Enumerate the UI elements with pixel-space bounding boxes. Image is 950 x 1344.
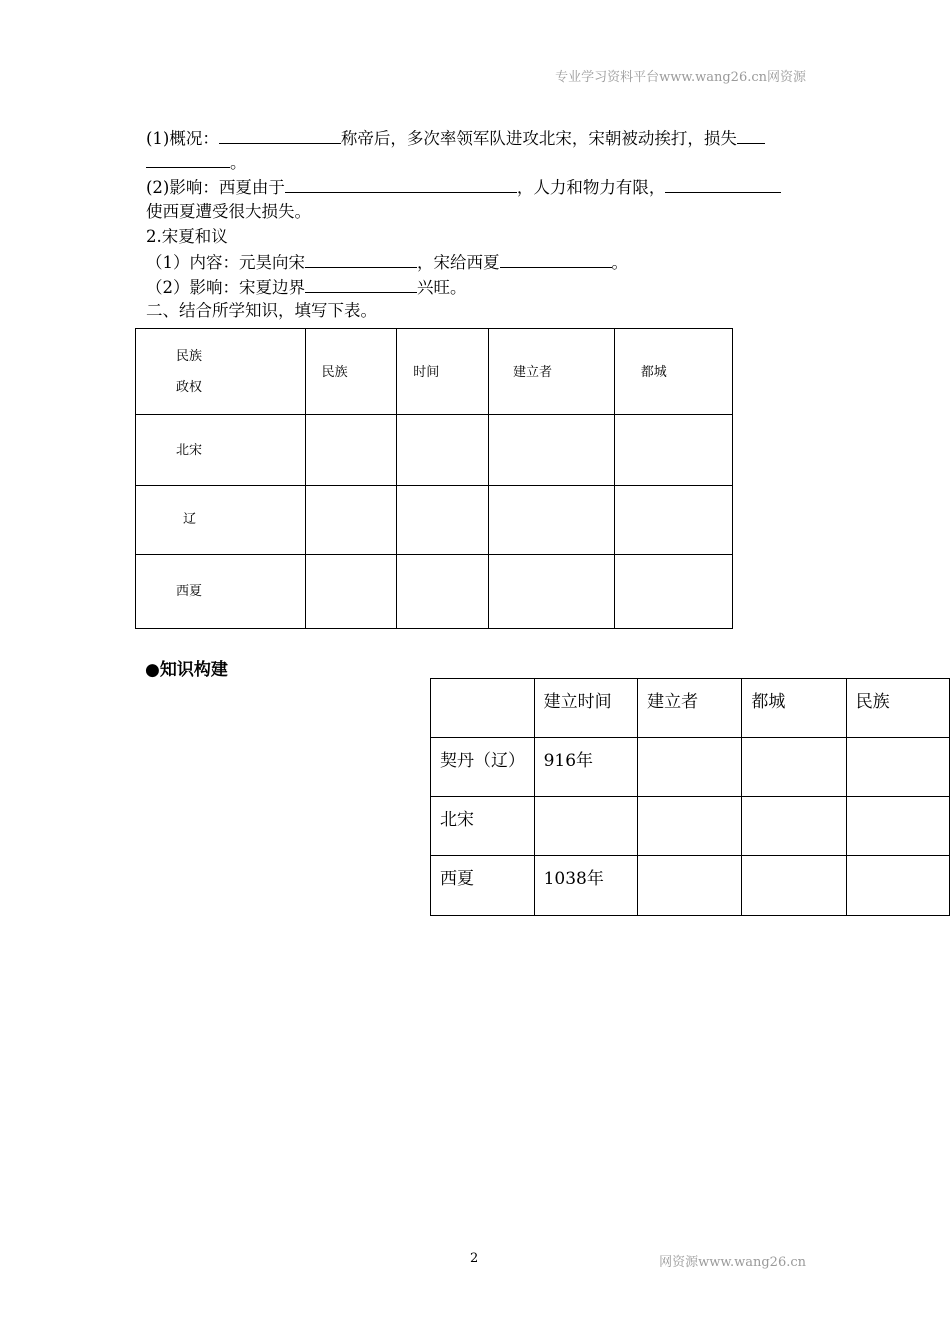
answer-cell[interactable]: [488, 486, 614, 555]
table-row: [136, 555, 733, 629]
header-cell: 民族: [846, 679, 949, 738]
page-number: 2: [470, 1251, 479, 1266]
row-label: 契丹（辽）: [431, 738, 535, 797]
answer-cell[interactable]: [742, 738, 846, 797]
text: (2)影响：西夏由于: [146, 178, 285, 197]
text: (1)概况：: [146, 129, 219, 148]
line-effect: [146, 276, 467, 299]
header-cell: 时间: [397, 329, 489, 415]
answer-cell[interactable]: [742, 856, 846, 916]
header-cell: [431, 679, 535, 738]
line-impact-cont: 使西夏遭受很大损失。: [146, 202, 311, 221]
answer-cell[interactable]: [614, 486, 732, 555]
table-cell: 916年: [534, 738, 638, 797]
corner-cell: [136, 329, 306, 415]
answer-cell[interactable]: [742, 797, 846, 856]
answer-cell[interactable]: [488, 415, 614, 486]
answer-cell[interactable]: [638, 797, 742, 856]
text: 兴旺。: [417, 278, 467, 297]
answer-cell[interactable]: [534, 797, 638, 856]
text: ，人力和物力有限，: [516, 178, 666, 197]
corner-top: 民族: [176, 349, 203, 364]
header-cell: 建立者: [638, 679, 742, 738]
header-cell: 民族: [305, 329, 397, 415]
header-cell: 都城: [742, 679, 846, 738]
knowledge-table: [430, 678, 950, 916]
text: （1）内容：元昊向宋: [146, 253, 305, 272]
answer-cell[interactable]: [397, 486, 489, 555]
table-row: [136, 415, 733, 486]
row-label: 西夏: [431, 856, 535, 916]
answer-cell[interactable]: [305, 555, 397, 629]
corner-bottom: 政权: [176, 380, 203, 395]
line-overview: [146, 127, 765, 150]
header-cell: 建立时间: [534, 679, 638, 738]
answer-cell[interactable]: [305, 486, 397, 555]
page-footer: 网资源www.wang26.cn: [659, 1255, 806, 1270]
text: ，宋给西夏: [417, 253, 500, 272]
answer-cell[interactable]: [397, 555, 489, 629]
row-label: 辽: [136, 486, 306, 555]
fill-blank[interactable]: [305, 251, 417, 268]
line-heading-2: 2.宋夏和议: [146, 227, 228, 246]
fill-blank[interactable]: [305, 276, 417, 293]
row-label: 北宋: [136, 415, 306, 486]
table-row: [431, 738, 950, 797]
text: 。: [230, 153, 247, 172]
header-cell: 建立者: [488, 329, 614, 415]
line-overview-cont: [146, 151, 247, 174]
answer-cell[interactable]: [846, 797, 949, 856]
answer-cell[interactable]: [846, 738, 949, 797]
answer-cell[interactable]: [488, 555, 614, 629]
fill-blank[interactable]: [146, 151, 230, 168]
section-title: ●知识构建: [145, 660, 228, 680]
table-row: [431, 797, 950, 856]
fill-blank[interactable]: [219, 127, 341, 144]
table-row: [431, 856, 950, 916]
answer-cell[interactable]: [638, 738, 742, 797]
answer-cell[interactable]: [397, 415, 489, 486]
page-header: 专业学习资料平台www.wang26.cn网资源: [555, 70, 806, 85]
row-label: 西夏: [136, 555, 306, 629]
regime-table: [135, 328, 733, 629]
text: （2）影响：宋夏边界: [146, 278, 305, 297]
answer-cell[interactable]: [614, 415, 732, 486]
fill-blank[interactable]: [500, 251, 612, 268]
answer-cell[interactable]: [614, 555, 732, 629]
line-content: [146, 251, 628, 274]
row-label: 北宋: [431, 797, 535, 856]
text: 称帝后，多次率领军队进攻北宋，宋朝被动挨打，损失: [340, 129, 737, 148]
line-impact: [146, 176, 781, 199]
answer-cell[interactable]: [305, 415, 397, 486]
fill-blank[interactable]: [665, 176, 781, 193]
table-row: [136, 486, 733, 555]
answer-cell[interactable]: [846, 856, 949, 916]
answer-cell[interactable]: [638, 856, 742, 916]
fill-blank[interactable]: [737, 127, 765, 144]
header-cell: 都城: [614, 329, 732, 415]
text: 。: [611, 253, 628, 272]
line-instruction: 二、结合所学知识，填写下表。: [146, 301, 377, 320]
table-cell: 1038年: [534, 856, 638, 916]
table-header-row: [431, 679, 950, 738]
fill-blank[interactable]: [285, 176, 517, 193]
